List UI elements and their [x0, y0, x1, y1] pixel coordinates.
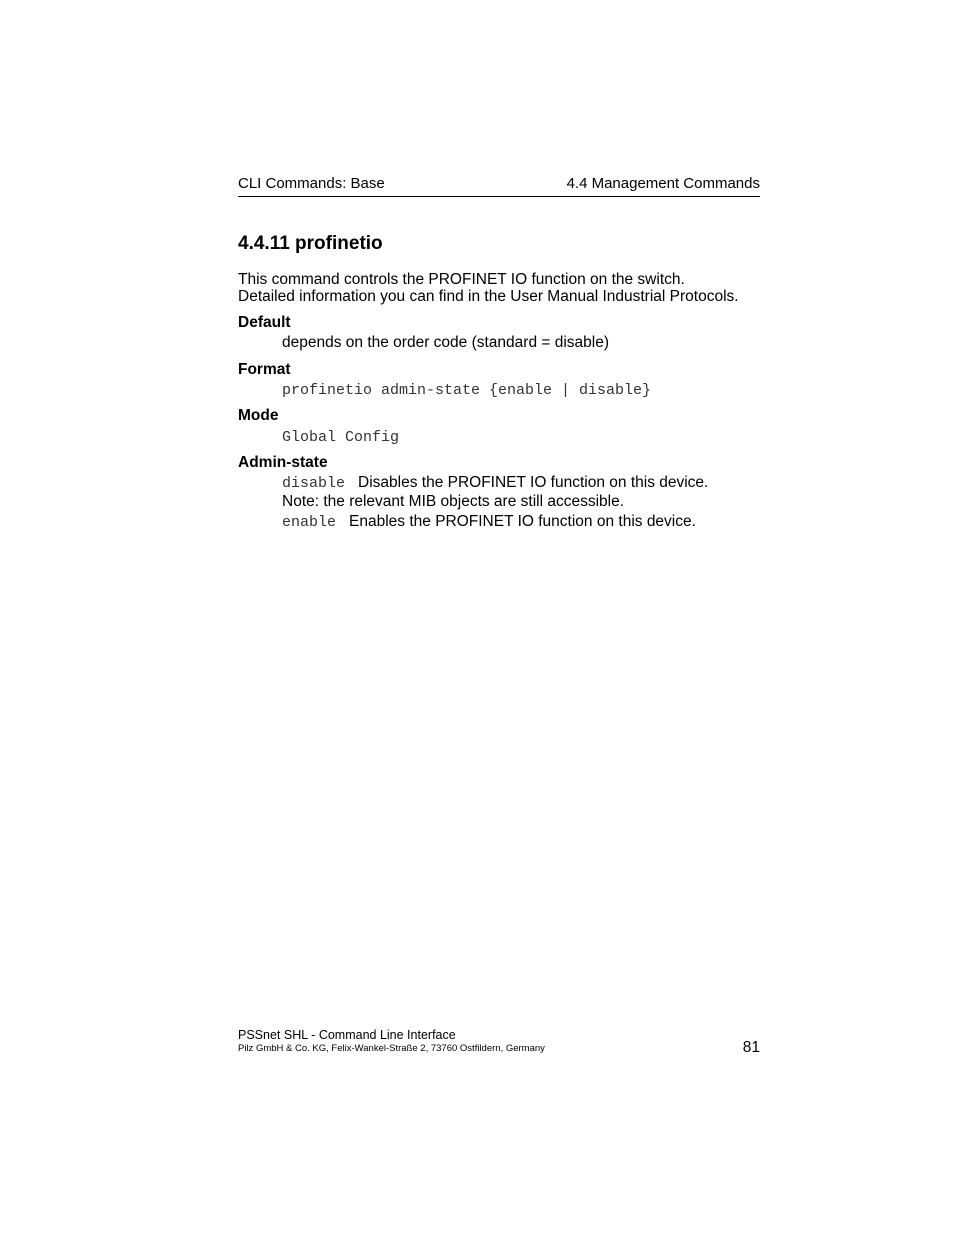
page-number: 81 — [742, 1039, 760, 1056]
default-label: Default — [238, 314, 291, 331]
disable-note: Note: the relevant MIB objects are still accessible. — [282, 493, 625, 510]
disable-code: disable — [282, 475, 346, 492]
footer-title: PSSnet SHL - Command Line Interface — [238, 1028, 456, 1042]
disable-description: Disables the PROFINET IO function on this device. — [358, 474, 709, 491]
header-divider — [238, 196, 760, 197]
section-title: 4.4.11 profinetio — [238, 233, 383, 254]
format-code: profinetio admin-state {enable | disable} — [282, 382, 652, 399]
footer-address: Pilz GmbH & Co. KG, Felix-Wankel-Straße 2, 73760 Ostfildern, Germany — [238, 1043, 545, 1054]
enable-description: Enables the PROFINET IO function on this device. — [349, 513, 696, 530]
enable-code: enable — [282, 514, 337, 531]
header-section: 4.4 Management Commands — [566, 175, 760, 192]
default-text: depends on the order code (standard = disable) — [282, 334, 610, 351]
admin-state-label: Admin-state — [238, 454, 328, 471]
format-label: Format — [238, 361, 291, 378]
mode-label: Mode — [238, 407, 279, 424]
mode-code: Global Config — [282, 429, 400, 446]
intro-line-2: Detailed information you can find in the User Manual Industrial Protocols. — [238, 288, 739, 305]
disable-row — [282, 474, 708, 492]
intro-line-1: This command controls the PROFINET IO function on the switch. — [238, 271, 685, 288]
enable-row — [282, 513, 696, 531]
header-chapter: CLI Commands: Base — [238, 175, 385, 192]
